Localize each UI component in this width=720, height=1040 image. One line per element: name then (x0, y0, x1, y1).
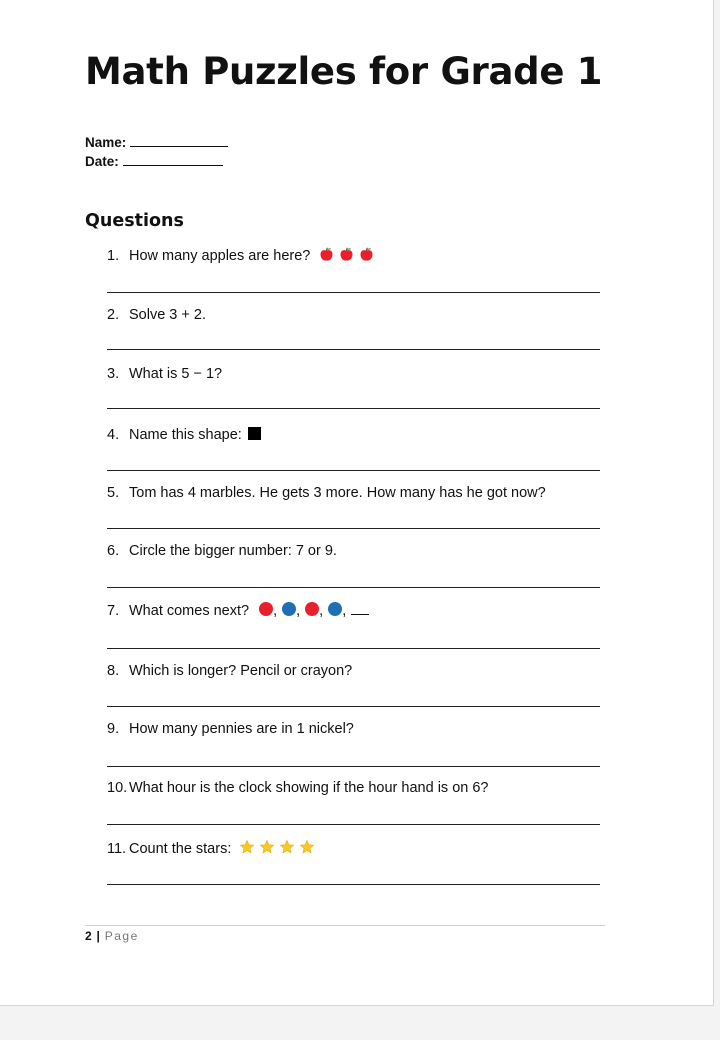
question-item (107, 427, 600, 443)
blue-dot-icon (328, 602, 342, 616)
question-item (107, 307, 600, 323)
star-icon (239, 839, 255, 855)
question-item (107, 485, 600, 501)
question-text: Tom has 4 marbles. He gets 3 more. How many has he got now? (129, 485, 546, 501)
question-text: Circle the bigger number: 7 or 9. (129, 543, 337, 559)
question-number: 1. (107, 248, 120, 264)
footer-divider (85, 925, 605, 926)
question-item: 7. What comes next? , , , , (107, 603, 600, 619)
name-label: Name: (85, 135, 127, 150)
answer-line (107, 648, 600, 649)
question-number: 2. (107, 307, 120, 323)
question-text: How many pennies are in 1 nickel? (129, 721, 354, 737)
red-dot-icon (305, 602, 319, 616)
square-icon (248, 427, 261, 440)
answer-line (107, 349, 600, 350)
question-item (107, 721, 600, 737)
question-text: What comes next? (129, 603, 250, 619)
question-item (107, 780, 600, 796)
answer-line (107, 824, 600, 825)
answer-line (107, 292, 600, 293)
name-field (85, 134, 228, 150)
question-text: Which is longer? Pencil or crayon? (129, 663, 353, 679)
footer-separator: | (96, 929, 100, 943)
star-icon (299, 839, 315, 855)
question-number: 11. (107, 841, 127, 857)
sequence-blank (351, 604, 369, 615)
red-dot-icon (259, 602, 273, 616)
question-item (107, 663, 600, 679)
star-icon (279, 839, 295, 855)
apple-icon (319, 247, 334, 262)
question-number: 6. (107, 543, 120, 559)
question-text: What hour is the clock showing if the hour hand is on 6? (129, 780, 489, 796)
answer-line (107, 528, 600, 529)
answer-line (107, 470, 600, 471)
question-text: What is 5 − 1? (129, 366, 223, 382)
blue-dot-icon (282, 602, 296, 616)
question-number: 10. (107, 780, 128, 796)
question-number: 7. (107, 603, 120, 619)
section-heading: Questions (85, 211, 184, 231)
name-blank (130, 134, 228, 147)
question-text: How many apples are here? (129, 248, 311, 264)
date-label: Date: (85, 154, 119, 169)
star-icon (259, 839, 275, 855)
question-number: 3. (107, 366, 120, 382)
question-number: 9. (107, 721, 120, 737)
question-text: Solve 3 + 2. (129, 307, 206, 323)
question-text: Name this shape: (129, 427, 242, 443)
apple-icon (339, 247, 354, 262)
question-item (107, 366, 600, 382)
page-number: 2 (85, 929, 92, 943)
apple-icon (359, 247, 374, 262)
question-item (107, 543, 600, 559)
document-title: Math Puzzles for Grade 1 (85, 50, 603, 93)
question-item (107, 248, 600, 264)
date-field (85, 153, 223, 169)
answer-line (107, 884, 600, 885)
question-item (107, 841, 600, 857)
date-blank (123, 153, 223, 166)
page-footer (85, 929, 139, 943)
question-number: 8. (107, 663, 120, 679)
answer-line (107, 408, 600, 409)
question-number: 5. (107, 485, 120, 501)
answer-line (107, 706, 600, 707)
page-label: Page (104, 929, 139, 943)
answer-line (107, 587, 600, 588)
question-number: 4. (107, 427, 120, 443)
question-text: Count the stars: (129, 841, 232, 857)
answer-line (107, 766, 600, 767)
